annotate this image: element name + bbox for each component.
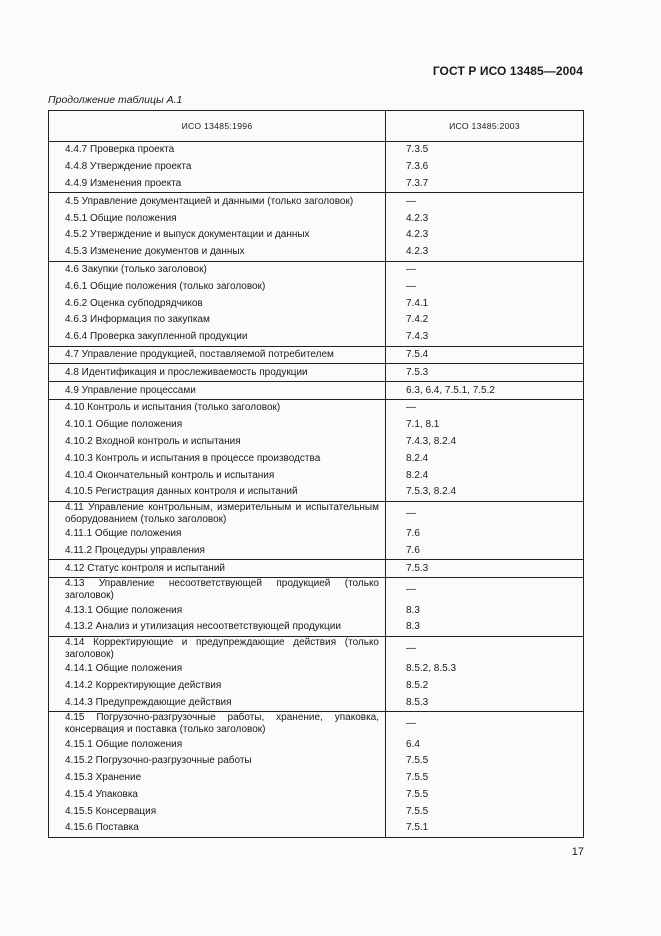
clause-iso-1996: 4.7 Управление продукцией, поставляемой потребителем	[49, 346, 386, 364]
table-row	[49, 467, 584, 484]
table-row	[49, 244, 584, 261]
clause-iso-2003: 7.4.1	[406, 297, 429, 309]
table-row	[49, 278, 584, 295]
table-continuation-label: Продолжение таблицы А.1	[48, 94, 183, 106]
table-header-row	[49, 111, 584, 142]
table-row	[49, 193, 584, 210]
column-header-iso-1996: ИСО 13485:1996	[49, 111, 386, 142]
table-row	[49, 543, 584, 560]
clause-iso-1996: 4.6.4 Проверка закупленной продукции	[49, 329, 386, 346]
clause-iso-1996: 4.6 Закупки (только заголовок)	[49, 261, 386, 278]
clause-iso-1996: 4.15.4 Упаковка	[49, 787, 386, 804]
clause-iso-1996: 4.10.3 Контроль и испытания в процессе производства	[49, 450, 386, 467]
clause-iso-1996: 4.11.1 Общие положения	[49, 526, 386, 543]
table-row	[49, 661, 584, 678]
clause-iso-2003: 7.4.3, 8.2.4	[406, 435, 457, 447]
clause-iso-1996: 4.14 Корректирующие и предупреждающие действия (только заголовок)	[49, 636, 386, 661]
clause-iso-2003: 7.3.7	[406, 177, 429, 189]
clause-iso-2003: —	[386, 193, 584, 210]
clause-iso-1996: 4.15 Погрузочно-разгрузочные работы, хранение, упаковка, консервация и поставка (только заголовок)	[49, 712, 386, 737]
table-row	[49, 820, 584, 837]
page-number: 17	[571, 846, 584, 858]
table-row	[49, 678, 584, 695]
clause-iso-1996: 4.5.1 Общие положения	[49, 210, 386, 227]
clause-iso-1996: 4.10 Контроль и испытания (только заголовок)	[49, 399, 386, 416]
clause-iso-1996: 4.6.3 Информация по закупкам	[49, 312, 386, 329]
clause-iso-2003: 4.2.3	[406, 246, 429, 258]
table-row	[49, 159, 584, 176]
clause-iso-1996: 4.14.2 Корректирующие действия	[49, 678, 386, 695]
table-row	[49, 753, 584, 770]
clause-iso-2003: 7.4.3	[406, 331, 429, 343]
clause-iso-1996: 4.15.6 Поставка	[49, 820, 386, 837]
table-row	[49, 346, 584, 364]
clause-iso-1996: 4.12 Статус контроля и испытаний	[49, 560, 386, 578]
table-row	[49, 364, 584, 382]
clause-iso-2003: 7.6	[406, 528, 420, 540]
clause-iso-1996: 4.6.2 Оценка субподрядчиков	[49, 295, 386, 312]
clause-iso-1996: 4.11 Управление контрольным, измерительным и испытательным оборудованием (только заголовок)	[49, 501, 386, 526]
table-body	[49, 142, 584, 838]
document-header: ГОСТ Р ИСО 13485—2004	[432, 64, 583, 78]
clause-iso-2003: 8.5.2, 8.5.3	[406, 663, 457, 675]
clause-iso-2003: 8.2.4	[406, 452, 429, 464]
table-row	[49, 142, 584, 159]
table-row	[49, 176, 584, 193]
clause-iso-2003: 7.3.5	[406, 144, 429, 156]
clause-iso-1996: 4.15.1 Общие положения	[49, 736, 386, 753]
table-row	[49, 295, 584, 312]
table-row	[49, 399, 584, 416]
clause-iso-2003: —	[386, 399, 584, 416]
clause-iso-1996: 4.4.9 Изменения проекта	[49, 176, 386, 193]
clause-iso-2003: —	[386, 261, 584, 278]
clause-iso-2003: 7.3.6	[406, 161, 429, 173]
clause-iso-2003: 8.5.2	[406, 679, 429, 691]
clause-iso-1996: 4.13.2 Анализ и утилизация несоответствующей продукции	[49, 619, 386, 636]
clause-iso-2003: —	[386, 578, 584, 603]
table-row	[49, 417, 584, 434]
table-row	[49, 210, 584, 227]
table-row	[49, 501, 584, 526]
clause-iso-1996: 4.13.1 Общие положения	[49, 602, 386, 619]
clause-iso-1996: 4.14.3 Предупреждающие действия	[49, 694, 386, 711]
clause-iso-2003: 6.3, 6.4, 7.5.1, 7.5.2	[386, 382, 584, 400]
clause-iso-1996: 4.4.7 Проверка проекта	[49, 142, 386, 159]
clause-iso-2003: 7.5.3, 8.2.4	[406, 486, 457, 498]
table-row	[49, 526, 584, 543]
clause-iso-2003: —	[386, 712, 584, 737]
clause-iso-2003: 7.5.1	[406, 822, 429, 834]
clause-iso-1996: 4.10.1 Общие положения	[49, 417, 386, 434]
clause-iso-2003: 7.6	[406, 544, 420, 556]
clause-iso-2003: 4.2.3	[406, 212, 429, 224]
clause-iso-1996: 4.5.2 Утверждение и выпуск документации и данных	[49, 227, 386, 244]
table-row	[49, 312, 584, 329]
table-row	[49, 619, 584, 636]
clause-iso-2003: —	[386, 636, 584, 661]
table-row	[49, 434, 584, 451]
clause-iso-2003: 8.5.3	[406, 696, 429, 708]
table-row	[49, 602, 584, 619]
clause-iso-2003: 7.1, 8.1	[406, 419, 440, 431]
clause-iso-1996: 4.11.2 Процедуры управления	[49, 543, 386, 560]
clause-iso-1996: 4.10.2 Входной контроль и испытания	[49, 434, 386, 451]
clause-iso-2003: 7.5.4	[386, 346, 584, 364]
table-row	[49, 787, 584, 804]
clause-iso-2003: 7.5.5	[406, 788, 429, 800]
clause-iso-2003: 7.5.5	[406, 805, 429, 817]
clause-iso-2003: 8.2.4	[406, 469, 429, 481]
table-row	[49, 636, 584, 661]
clause-iso-2003: 7.5.3	[386, 560, 584, 578]
clause-iso-2003: 7.5.5	[406, 755, 429, 767]
table-row	[49, 712, 584, 737]
clause-iso-2003: 8.3	[406, 621, 420, 633]
clause-iso-1996: 4.10.4 Окончательный контроль и испытания	[49, 467, 386, 484]
clause-iso-1996: 4.4.8 Утверждение проекта	[49, 159, 386, 176]
table-row	[49, 450, 584, 467]
table-row	[49, 329, 584, 346]
table-row	[49, 227, 584, 244]
table-row	[49, 261, 584, 278]
clause-iso-1996: 4.15.2 Погрузочно-разгрузочные работы	[49, 753, 386, 770]
column-header-iso-2003: ИСО 13485:2003	[386, 111, 584, 142]
clause-iso-1996: 4.10.5 Регистрация данных контроля и испытаний	[49, 484, 386, 501]
clause-iso-1996: 4.5.3 Изменение документов и данных	[49, 244, 386, 261]
clause-iso-2003: 6.4	[406, 738, 420, 750]
clause-iso-2003: 7.4.2	[406, 314, 429, 326]
table-row	[49, 484, 584, 501]
clause-iso-2003: 7.5.5	[406, 772, 429, 784]
table-row	[49, 382, 584, 400]
clause-iso-2003: 4.2.3	[406, 229, 429, 241]
table-row	[49, 560, 584, 578]
clause-iso-2003: 8.3	[406, 604, 420, 616]
table-row	[49, 803, 584, 820]
clause-iso-1996: 4.15.5 Консервация	[49, 803, 386, 820]
clause-iso-2003: —	[406, 280, 416, 292]
correspondence-table	[48, 110, 584, 838]
clause-iso-1996: 4.5 Управление документацией и данными (только заголовок)	[49, 193, 386, 210]
clause-iso-1996: 4.8 Идентификация и прослеживаемость продукции	[49, 364, 386, 382]
table-row	[49, 770, 584, 787]
clause-iso-1996: 4.6.1 Общие положения (только заголовок)	[49, 278, 386, 295]
clause-iso-1996: 4.13 Управление несоответствующей продукцией (только заголовок)	[49, 578, 386, 603]
clause-iso-1996: 4.9 Управление процессами	[49, 382, 386, 400]
table-row	[49, 694, 584, 711]
table-row	[49, 578, 584, 603]
clause-iso-1996: 4.14.1 Общие положения	[49, 661, 386, 678]
clause-iso-1996: 4.15.3 Хранение	[49, 770, 386, 787]
table-row	[49, 736, 584, 753]
clause-iso-2003: 7.5.3	[386, 364, 584, 382]
clause-iso-2003: —	[386, 501, 584, 526]
